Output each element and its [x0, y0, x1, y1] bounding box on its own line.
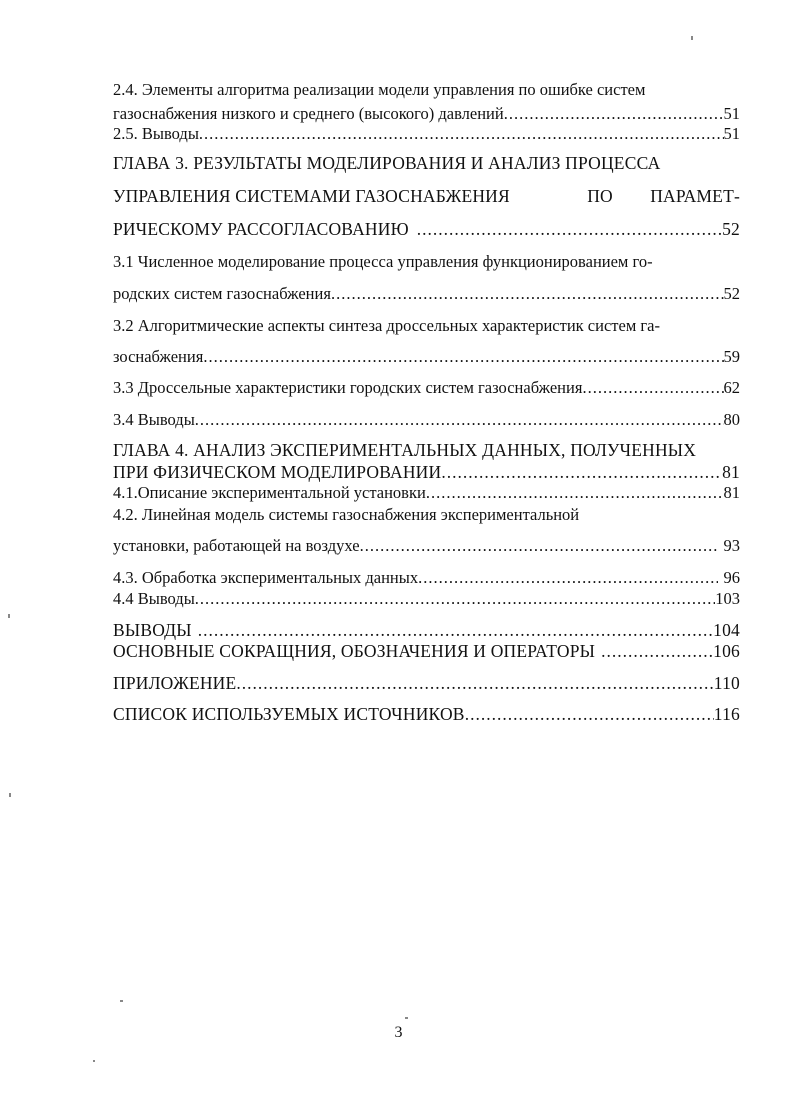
dot-leader: [360, 536, 718, 556]
scan-speck: [8, 614, 10, 618]
toc-chapter-3-line1: [113, 153, 740, 173]
dot-leader: [199, 124, 724, 144]
toc-page-number: 110: [713, 673, 740, 693]
dot-leader: [198, 620, 713, 640]
dot-leader: [465, 704, 714, 724]
toc-entry-text: зоснабжения: [113, 347, 204, 366]
toc-entry-text: 3.1 Численное моделирование процесса управления функционированием го-: [113, 252, 653, 271]
toc-chapter-title: ГЛАВА 4. АНАЛИЗ ЭКСПЕРИМЕНТАЛЬНЫХ ДАННЫХ, ПОЛУЧЕННЫХ: [113, 440, 697, 460]
dot-leader: [582, 378, 723, 398]
toc-entry-text: 4.1.Описание экспериментальной установки: [113, 483, 426, 502]
toc-entry-3-2-line2[interactable]: [113, 347, 740, 367]
toc-entry-text: установки, работающей на воздухе: [113, 536, 360, 555]
toc-entry-2-5[interactable]: [113, 124, 740, 144]
toc-chapter-3-line2: [113, 186, 740, 206]
toc-sources[interactable]: [113, 704, 740, 724]
toc-entry-4-2-line1: [113, 505, 740, 525]
toc-chapter-title: ГЛАВА 3. РЕЗУЛЬТАТЫ МОДЕЛИРОВАНИЯ И АНАЛИЗ ПРОЦЕССА: [113, 153, 661, 173]
toc-entry-text: 2.5. Выводы: [113, 124, 199, 143]
toc-page-number: 52: [723, 284, 740, 303]
toc-chapter-3-line3[interactable]: [113, 219, 740, 239]
toc-entry-text: 3.4 Выводы: [113, 410, 195, 429]
toc-entry-3-4[interactable]: [113, 410, 740, 430]
toc-page-number: 104: [713, 620, 740, 640]
toc-entry-2-4-line1: [113, 80, 740, 100]
dot-leader: [601, 641, 713, 661]
toc-chapter-title: СПИСОК ИСПОЛЬЗУЕМЫХ ИСТОЧНИКОВ: [113, 704, 465, 724]
toc-page-number: 103: [715, 589, 740, 608]
toc-page-number: 51: [723, 104, 740, 123]
toc-entry-text: 4.3. Обработка экспериментальных данных: [113, 568, 419, 587]
toc-entry-text: 3.3 Дроссельные характеристики городских систем газоснабжения: [113, 378, 583, 397]
toc-page-number: 81: [722, 462, 740, 482]
toc-page-number: 80: [723, 410, 740, 429]
toc-entry-3-1-line1: [113, 252, 740, 272]
toc-page-number: 51: [723, 124, 740, 143]
toc-page-number: 96: [723, 568, 740, 587]
toc-chapter-4-line2[interactable]: [113, 462, 740, 482]
toc-chapter-title-part: ПАРАМЕТ-: [650, 186, 740, 206]
toc-chapter-title: ПРИЛОЖЕНИЕ: [113, 673, 237, 693]
toc-entry-text: газоснабжения низкого и среднего (высокого) давлений: [113, 104, 504, 123]
toc-page-number: 62: [723, 378, 740, 397]
toc-page-number: 52: [722, 219, 740, 239]
toc-chapter-title: ПРИ ФИЗИЧЕСКОМ МОДЕЛИРОВАНИИ: [113, 462, 442, 482]
scan-speck: [691, 36, 693, 40]
toc-entry-2-4-line2[interactable]: [113, 104, 740, 124]
toc-page-number: 116: [713, 704, 740, 724]
toc-entry-3-1-line2[interactable]: [113, 284, 740, 304]
toc-chapter-title-part: УПРАВЛЕНИЯ СИСТЕМАМИ ГАЗОСНАБЖЕНИЯ: [113, 186, 510, 206]
dot-leader: [331, 284, 724, 304]
toc-entry-4-1[interactable]: [113, 483, 740, 503]
dot-leader: [417, 219, 722, 239]
scan-speck: [93, 1060, 95, 1062]
toc-entry-text: родских систем газоснабжения: [113, 284, 331, 303]
toc-page-number: 93: [723, 536, 740, 555]
toc-appendix[interactable]: [113, 673, 740, 693]
toc-chapter-4-line1: [113, 440, 740, 460]
toc-page-number: 81: [723, 483, 740, 502]
toc-chapter-title: ОСНОВНЫЕ СОКРАЩНИЯ, ОБОЗНАЧЕНИЯ И ОПЕРАТОРЫ: [113, 641, 596, 661]
toc-chapter-title: РИЧЕСКОМУ РАССОГЛАСОВАНИЮ: [113, 219, 409, 239]
dot-leader: [236, 673, 713, 693]
toc-chapter-title-part: ПО: [587, 186, 613, 206]
dot-leader: [441, 462, 722, 482]
dot-leader: [426, 483, 724, 503]
dot-leader: [195, 410, 724, 430]
page-number: 3: [394, 1024, 403, 1041]
toc-entry-4-4[interactable]: [113, 589, 740, 609]
toc-chapter-title: ВЫВОДЫ: [113, 620, 192, 640]
toc-entry-text: 2.4. Элементы алгоритма реализации модели управления по ошибке систем: [113, 80, 646, 99]
toc-page-number: 106: [713, 641, 740, 661]
scan-speck: [120, 1000, 123, 1002]
dot-leader: [504, 104, 724, 124]
toc-entry-3-2-line1: [113, 316, 740, 336]
dot-leader: [418, 568, 717, 588]
dot-leader: [195, 589, 715, 609]
scan-speck: [405, 1017, 408, 1019]
toc-entry-3-3[interactable]: [113, 378, 740, 398]
toc-abbreviations[interactable]: [113, 641, 740, 661]
toc-entry-4-2-line2[interactable]: [113, 536, 740, 556]
toc-entry-text: 4.4 Выводы: [113, 589, 195, 608]
dot-leader: [203, 347, 723, 367]
scan-speck: [9, 793, 11, 797]
toc-conclusions[interactable]: [113, 620, 740, 640]
toc-page-number: 59: [723, 347, 740, 366]
toc-entry-text: 4.2. Линейная модель системы газоснабжения экспериментальной: [113, 505, 580, 524]
toc-entry-4-3[interactable]: [113, 568, 740, 588]
toc-entry-text: 3.2 Алгоритмические аспекты синтеза дроссельных характеристик систем га-: [113, 316, 660, 335]
